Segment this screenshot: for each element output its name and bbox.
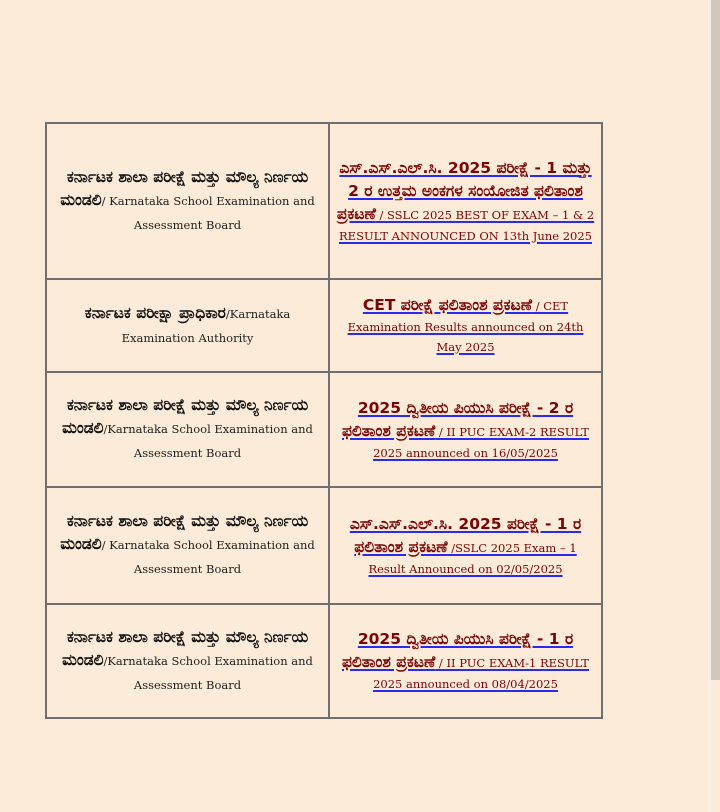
result-cell [329, 123, 602, 279]
authority-name-english: / Karnataka School Examination and Assessment Board [101, 193, 315, 232]
table-row [46, 487, 602, 604]
vertical-scrollbar[interactable] [711, 0, 720, 680]
authority-cell [46, 487, 329, 604]
table-row [46, 123, 602, 279]
table-row [46, 372, 602, 487]
result-link-ii-puc-exam-1[interactable] [342, 629, 589, 692]
authority-name-kannada: ಕರ್ನಾಟಕ ಪರೀಕ್ಷಾ ಪ್ರಾಧಿಕಾರ [84, 303, 226, 322]
result-cell [329, 279, 602, 372]
authority-name-kannada: ಕರ್ನಾಟಕ ಶಾಲಾ ಪರೀಕ್ಷೆ ಮತ್ತು ಮೌಲ್ಯ ನಿರ್ಣಯ ಮಂಡಲಿ [60, 167, 309, 209]
authority-cell [46, 372, 329, 487]
results-table [45, 122, 603, 719]
result-link-english: / CET Examination Results announced on 24th May 2025 [347, 299, 584, 354]
result-link-cet[interactable] [348, 295, 584, 355]
result-link-kannada: ಎಸ್.ಎಸ್.ಎಲ್.ಸಿ. 2025 ಪರೀಕ್ಷೆ - 1 ರ ಫಲಿತಾಂಶ ಪ್ರಕಟಣೆ [349, 514, 582, 556]
result-link-sslc-exam-1[interactable] [350, 514, 581, 577]
result-cell [329, 604, 602, 718]
result-link-english: /SSLC 2025 Exam – 1 Result Announced on 02/05/2025 [368, 540, 577, 576]
authority-name-english: /Karnataka School Examination and Assessment Board [103, 422, 313, 460]
result-link-kannada: ಎಸ್.ಎಸ್.ಎಲ್.ಸಿ. 2025 ಪರೀಕ್ಷೆ - 1 ಮತ್ತು 2 ರ ಉತ್ತಮ ಅಂಕಗಳ ಸಂಯೋಜಿತ ಫಲಿತಾಂಶ ಪ್ರಕಟಣೆ [336, 158, 592, 223]
table-row [46, 279, 602, 372]
result-link-english: / II PUC EXAM-2 RESULT 2025 announced on 16/05/2025 [373, 424, 589, 460]
authority-cell [46, 604, 329, 718]
result-cell [329, 487, 602, 604]
result-link-kannada: 2025 ದ್ವಿತೀಯ ಪಿಯುಸಿ ಪರೀಕ್ಷೆ - 2 ರ ಫಲಿತಾಂಶ ಪ್ರಕಟಣೆ [342, 398, 574, 440]
authority-cell [46, 123, 329, 279]
authority-name-english: /Karnataka School Examination and Assessment Board [103, 653, 313, 692]
authority-name-english: / Karnataka School Examination and Assessment Board [101, 538, 315, 576]
authority-name-kannada: ಕರ್ನಾಟಕ ಶಾಲಾ ಪರೀಕ್ಷೆ ಮತ್ತು ಮೌಲ್ಯ ನಿರ್ಣಯ ಮಂಡಲಿ [62, 396, 309, 437]
result-cell [329, 372, 602, 487]
table-row [46, 604, 602, 718]
authority-name-english: /Karnataka Examination Authority [121, 306, 291, 345]
result-link-english: / SSLC 2025 BEST OF EXAM – 1 & 2 RESULT ANNOUNCED ON 13th June 2025 [339, 207, 595, 243]
result-link-kannada: 2025 ದ್ವಿತೀಯ ಪಿಯುಸಿ ಪರೀಕ್ಷೆ - 1 ರ ಫಲಿತಾಂಶ ಪ್ರಕಟಣೆ [342, 630, 574, 671]
authority-name-kannada: ಕರ್ನಾಟಕ ಶಾಲಾ ಪರೀಕ್ಷೆ ಮತ್ತು ಮೌಲ್ಯ ನಿರ್ಣಯ ಮಂಡಲಿ [60, 512, 309, 553]
result-link-sslc-best-of-exam[interactable] [337, 158, 594, 244]
authority-name-kannada: ಕರ್ನಾಟಕ ಶಾಲಾ ಪರೀಕ್ಷೆ ಮತ್ತು ಮೌಲ್ಯ ನಿರ್ಣಯ ಮಂಡಲಿ [62, 627, 309, 669]
result-link-ii-puc-exam-2[interactable] [342, 398, 589, 461]
result-link-kannada: CET ಪರೀಕ್ಷೆ ಫಲಿತಾಂಶ ಪ್ರಕಟಣೆ [362, 296, 533, 314]
result-link-english: / II PUC EXAM-1 RESULT 2025 announced on 08/04/2025 [373, 656, 589, 691]
authority-cell [46, 279, 329, 372]
